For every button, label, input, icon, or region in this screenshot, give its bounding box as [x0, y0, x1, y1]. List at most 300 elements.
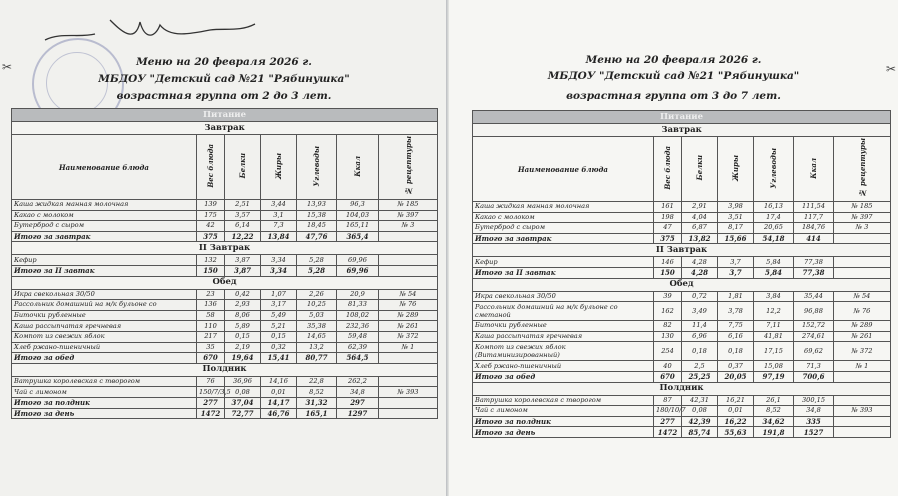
dish-row — [473, 406, 891, 417]
section-title: Обед — [473, 278, 891, 291]
section-title: Питание — [12, 109, 438, 122]
value-cell: 5,28 — [297, 255, 337, 266]
value-cell: 37,04 — [225, 397, 261, 408]
value-cell: 15,38 — [297, 210, 337, 221]
value-cell: 670 — [197, 353, 225, 364]
column-label: Жиры — [731, 154, 740, 182]
value-cell: 7,75 — [718, 321, 754, 332]
value-cell: 108,02 — [337, 310, 379, 321]
section-title: II Завтрак — [473, 244, 891, 257]
column-header-row — [12, 135, 438, 200]
value-cell: 13,93 — [297, 200, 337, 211]
value-cell: 3,7 — [718, 267, 754, 278]
dish-name: Каша рассыпчатая гречневая — [473, 331, 654, 342]
kindergarten-name: МБДОУ "Детский сад №21 "Рябинушка" — [98, 73, 350, 85]
value-cell: 81,33 — [337, 300, 379, 311]
value-cell: 16,13 — [754, 202, 794, 213]
kindergarten-name: МБДОУ "Детский сад №21 "Рябинушка" — [547, 70, 800, 82]
value-cell: 0,08 — [682, 406, 718, 417]
value-cell: 146 — [654, 257, 682, 268]
value-cell: 8,52 — [297, 387, 337, 398]
value-cell — [379, 265, 438, 276]
value-cell: 34,8 — [337, 387, 379, 398]
value-cell: 20,65 — [754, 223, 794, 234]
dish-name: Биточки рубленные — [12, 310, 197, 321]
value-cell: 14,17 — [261, 397, 297, 408]
value-cell: № 1 — [834, 361, 891, 372]
dish-name: Итого за обед — [12, 353, 197, 364]
value-cell: 6,14 — [225, 221, 261, 232]
value-cell: 700,6 — [794, 371, 834, 382]
value-cell: 0,18 — [682, 342, 718, 361]
value-cell: 41,81 — [754, 331, 794, 342]
value-cell: № 289 — [834, 321, 891, 332]
value-cell: 150/7/3,5 — [197, 387, 225, 398]
right-menu-page — [449, 0, 898, 496]
dish-name: Рассольник домашний на м/к бульоне со — [12, 300, 197, 311]
value-cell: № 76 — [834, 302, 891, 321]
dish-name: Каша жидкая манная молочная — [12, 200, 197, 211]
value-cell: 152,72 — [794, 321, 834, 332]
menu-table — [11, 108, 438, 419]
dish-name: Рассольник домашний на м/к бульоне со сметаной — [473, 302, 654, 321]
value-cell: 5,21 — [261, 321, 297, 332]
column-label: Углеводы — [769, 147, 778, 189]
value-cell: 58 — [197, 310, 225, 321]
dish-name: Каша жидкая манная молочная — [473, 202, 654, 213]
value-cell: № 185 — [834, 202, 891, 213]
value-cell: 161 — [654, 202, 682, 213]
column-header — [197, 135, 225, 200]
value-cell: 23 — [197, 289, 225, 300]
value-cell: 31,32 — [297, 397, 337, 408]
value-cell: 3,34 — [261, 255, 297, 266]
value-cell: 72,77 — [225, 408, 261, 419]
section-title: Завтрак — [473, 124, 891, 137]
column-label: № рецептуры — [857, 138, 867, 198]
value-cell: 35,44 — [794, 291, 834, 302]
value-cell: 77,38 — [794, 257, 834, 268]
value-cell: 175 — [197, 210, 225, 221]
value-cell: 1297 — [337, 408, 379, 419]
column-label: Наименование блюда — [518, 164, 608, 174]
value-cell: 136 — [197, 300, 225, 311]
value-cell: 414 — [794, 233, 834, 244]
value-cell — [379, 376, 438, 387]
value-cell: № 261 — [379, 321, 438, 332]
dish-name: Чай с лимоном — [473, 406, 654, 417]
value-cell: 42 — [197, 221, 225, 232]
value-cell: 15,66 — [718, 233, 754, 244]
column-header-row — [473, 137, 891, 202]
value-cell — [834, 267, 891, 278]
value-cell: 0,72 — [682, 291, 718, 302]
value-cell: 0,08 — [225, 387, 261, 398]
dish-row — [12, 221, 438, 232]
value-cell: 40 — [654, 361, 682, 372]
value-cell: 16,22 — [718, 416, 754, 427]
value-cell — [834, 395, 891, 406]
value-cell: № 393 — [379, 387, 438, 398]
scissors-icon: ✂ — [2, 60, 13, 74]
total-row — [12, 397, 438, 408]
dish-name: Бутерброд с сыром — [12, 221, 197, 232]
value-cell: 0,37 — [718, 361, 754, 372]
section-header — [12, 363, 438, 376]
value-cell: 17,15 — [754, 342, 794, 361]
value-cell: № 393 — [834, 406, 891, 417]
dish-name: Какао с молоком — [473, 212, 654, 223]
column-header — [261, 135, 297, 200]
value-cell: № 185 — [379, 200, 438, 211]
scissors-icon: ✂ — [886, 62, 897, 76]
section-header — [473, 278, 891, 291]
column-header — [834, 137, 891, 202]
value-cell: 5,84 — [754, 267, 794, 278]
dish-row — [473, 212, 891, 223]
value-cell: 82 — [654, 321, 682, 332]
value-cell: 165,1 — [297, 408, 337, 419]
section-header — [12, 276, 438, 289]
value-cell: № 1 — [379, 342, 438, 353]
section-header — [12, 109, 438, 122]
value-cell: 55,63 — [718, 427, 754, 438]
dish-name: Итого за II завтак — [473, 267, 654, 278]
value-cell: 8,06 — [225, 310, 261, 321]
section-title: II Завтрак — [12, 242, 438, 255]
column-header — [379, 135, 438, 200]
value-cell: 0,01 — [718, 406, 754, 417]
value-cell: 15,41 — [261, 353, 297, 364]
menu-table — [472, 110, 891, 438]
column-label: Вес блюда — [663, 146, 672, 190]
value-cell: 217 — [197, 331, 225, 342]
value-cell: № 289 — [379, 310, 438, 321]
value-cell: 277 — [197, 397, 225, 408]
dish-row — [12, 387, 438, 398]
value-cell: 5,84 — [754, 257, 794, 268]
value-cell: 3,98 — [718, 202, 754, 213]
value-cell: 20,05 — [718, 371, 754, 382]
dish-row — [473, 331, 891, 342]
total-row — [473, 371, 891, 382]
value-cell: 47 — [654, 223, 682, 234]
value-cell: 97,19 — [754, 371, 794, 382]
value-cell: 20,9 — [337, 289, 379, 300]
dish-row — [473, 302, 891, 321]
value-cell — [379, 408, 438, 419]
section-header — [473, 244, 891, 257]
column-header — [654, 137, 682, 202]
value-cell: 2,26 — [297, 289, 337, 300]
value-cell: 564,5 — [337, 353, 379, 364]
value-cell: 69,62 — [794, 342, 834, 361]
section-title: Питание — [473, 111, 891, 124]
column-header — [682, 137, 718, 202]
value-cell: 191,8 — [754, 427, 794, 438]
value-cell: 8,52 — [754, 406, 794, 417]
menu-date-title: Меню на 20 февраля 2026 г. — [585, 54, 762, 66]
total-row — [12, 265, 438, 276]
value-cell: № 54 — [379, 289, 438, 300]
value-cell: 110 — [197, 321, 225, 332]
value-cell: 3,44 — [261, 200, 297, 211]
dish-name: Икра свекольная 30/50 — [473, 291, 654, 302]
value-cell: 180/10/7 — [654, 406, 682, 417]
value-cell: 0,15 — [225, 331, 261, 342]
dish-name: Итого за полдник — [473, 416, 654, 427]
dish-row — [473, 291, 891, 302]
value-cell: 6,87 — [682, 223, 718, 234]
section-header — [473, 124, 891, 137]
value-cell: 25,25 — [682, 371, 718, 382]
value-cell: 7,11 — [754, 321, 794, 332]
value-cell: 77,38 — [794, 267, 834, 278]
value-cell: № 3 — [834, 223, 891, 234]
value-cell: 375 — [197, 231, 225, 242]
dish-name: Какао с молоком — [12, 210, 197, 221]
value-cell: № 397 — [379, 210, 438, 221]
value-cell — [379, 353, 438, 364]
value-cell: 130 — [654, 331, 682, 342]
value-cell: 3,87 — [225, 265, 261, 276]
value-cell: 11,4 — [682, 321, 718, 332]
value-cell: 254 — [654, 342, 682, 361]
value-cell: 12,2 — [754, 302, 794, 321]
value-cell: 2,5 — [682, 361, 718, 372]
menu-date-title: Меню на 20 февраля 2026 г. — [136, 56, 312, 68]
value-cell: 1,81 — [718, 291, 754, 302]
column-label: Ккал — [809, 157, 818, 179]
value-cell: 35 — [197, 342, 225, 353]
value-cell: 132 — [197, 255, 225, 266]
value-cell: 12,22 — [225, 231, 261, 242]
dish-name: Хлеб ржано-пшеничный — [473, 361, 654, 372]
value-cell: 162 — [654, 302, 682, 321]
age-group: возрастная группа от 2 до 3 лет. — [116, 90, 332, 102]
value-cell: 198 — [654, 212, 682, 223]
value-cell: 34,62 — [754, 416, 794, 427]
section-title: Обед — [12, 276, 438, 289]
value-cell: 14,16 — [261, 376, 297, 387]
value-cell: 262,2 — [337, 376, 379, 387]
value-cell: 0,01 — [261, 387, 297, 398]
value-cell: 39 — [654, 291, 682, 302]
column-label: Ккал — [353, 155, 362, 177]
dish-row — [473, 361, 891, 372]
value-cell: 2,91 — [682, 202, 718, 213]
dish-row — [12, 300, 438, 311]
dish-name: Чай с лимоном — [12, 387, 197, 398]
value-cell: 15,08 — [754, 361, 794, 372]
value-cell: 87 — [654, 395, 682, 406]
dish-name: Каша рассыпчатая гречневая — [12, 321, 197, 332]
dish-name: Итого за день — [12, 408, 197, 419]
section-title: Завтрак — [12, 122, 438, 135]
dish-name: Бутерброд с сыром — [473, 223, 654, 234]
dish-name: Биточки рубленные — [473, 321, 654, 332]
total-row — [12, 231, 438, 242]
value-cell: 3,84 — [754, 291, 794, 302]
value-cell: 76 — [197, 376, 225, 387]
value-cell: 34,8 — [794, 406, 834, 417]
dish-row — [12, 376, 438, 387]
value-cell: 1472 — [654, 427, 682, 438]
value-cell: 1527 — [794, 427, 834, 438]
value-cell: 5,03 — [297, 310, 337, 321]
column-header — [754, 137, 794, 202]
value-cell: 277 — [654, 416, 682, 427]
column-header — [297, 135, 337, 200]
column-label: № рецептуры — [403, 136, 413, 196]
value-cell: 670 — [654, 371, 682, 382]
value-cell: 111,54 — [794, 202, 834, 213]
value-cell: № 3 — [379, 221, 438, 232]
value-cell: 3,87 — [225, 255, 261, 266]
total-row — [473, 416, 891, 427]
value-cell: 96,88 — [794, 302, 834, 321]
value-cell: 18,45 — [297, 221, 337, 232]
value-cell: 13,84 — [261, 231, 297, 242]
value-cell: № 261 — [834, 331, 891, 342]
value-cell: 17,4 — [754, 212, 794, 223]
value-cell: 35,38 — [297, 321, 337, 332]
value-cell: 6,16 — [718, 331, 754, 342]
dish-name: Ватрушка королевская с творогом — [12, 376, 197, 387]
dish-row — [12, 310, 438, 321]
value-cell: 85,74 — [682, 427, 718, 438]
total-row — [12, 408, 438, 419]
value-cell: № 372 — [379, 331, 438, 342]
value-cell: 365,4 — [337, 231, 379, 242]
value-cell: 117,7 — [794, 212, 834, 223]
value-cell: 13,2 — [297, 342, 337, 353]
value-cell — [834, 233, 891, 244]
value-cell: 8,17 — [718, 223, 754, 234]
value-cell: 297 — [337, 397, 379, 408]
value-cell: 71,3 — [794, 361, 834, 372]
value-cell: 0,15 — [261, 331, 297, 342]
dish-name: Кефир — [12, 255, 197, 266]
value-cell: 6,96 — [682, 331, 718, 342]
dish-row — [473, 395, 891, 406]
value-cell: № 372 — [834, 342, 891, 361]
value-cell: 59,48 — [337, 331, 379, 342]
value-cell: 184,76 — [794, 223, 834, 234]
value-cell: 150 — [197, 265, 225, 276]
value-cell — [834, 371, 891, 382]
value-cell: 42,31 — [682, 395, 718, 406]
dish-name: Итого за завтрак — [473, 233, 654, 244]
value-cell: 16,21 — [718, 395, 754, 406]
value-cell: 104,03 — [337, 210, 379, 221]
value-cell: 1472 — [197, 408, 225, 419]
section-header — [473, 111, 891, 124]
dish-name: Ватрушка королевская с творогом — [473, 395, 654, 406]
value-cell: 2,93 — [225, 300, 261, 311]
value-cell: 232,36 — [337, 321, 379, 332]
value-cell: 14,65 — [297, 331, 337, 342]
section-header — [473, 382, 891, 395]
dish-name: Компот из свежих яблок — [12, 331, 197, 342]
value-cell: 3,49 — [682, 302, 718, 321]
value-cell: 150 — [654, 267, 682, 278]
value-cell: 0,42 — [225, 289, 261, 300]
dish-row — [473, 202, 891, 213]
value-cell: 139 — [197, 200, 225, 211]
value-cell: 5,89 — [225, 321, 261, 332]
dish-row — [12, 342, 438, 353]
value-cell: 3,7 — [718, 257, 754, 268]
dish-row — [12, 255, 438, 266]
dish-name: Икра свекольная 30/50 — [12, 289, 197, 300]
value-cell: 10,25 — [297, 300, 337, 311]
value-cell — [834, 416, 891, 427]
dish-row — [473, 321, 891, 332]
dish-name: Итого за полдник — [12, 397, 197, 408]
value-cell: № 397 — [834, 212, 891, 223]
dish-name: Компот из свежих яблок (Витаминизированный) — [473, 342, 654, 361]
value-cell: 3,1 — [261, 210, 297, 221]
value-cell: 26,1 — [754, 395, 794, 406]
dish-row — [12, 289, 438, 300]
column-header — [225, 135, 261, 200]
value-cell: 47,76 — [297, 231, 337, 242]
total-row — [473, 427, 891, 438]
section-header — [12, 122, 438, 135]
column-header — [473, 137, 654, 202]
value-cell: 0,32 — [261, 342, 297, 353]
dish-name: Итого за обед — [473, 371, 654, 382]
value-cell: 5,28 — [297, 265, 337, 276]
value-cell: 3,17 — [261, 300, 297, 311]
dish-name: Итого за день — [473, 427, 654, 438]
value-cell: 54,18 — [754, 233, 794, 244]
value-cell: 62,39 — [337, 342, 379, 353]
column-header — [718, 137, 754, 202]
section-header — [12, 242, 438, 255]
section-title: Полдник — [473, 382, 891, 395]
value-cell — [834, 427, 891, 438]
column-label: Наименование блюда — [59, 162, 149, 172]
dish-row — [12, 200, 438, 211]
dish-name: Итого за завтрак — [12, 231, 197, 242]
value-cell: 0,18 — [718, 342, 754, 361]
value-cell: 1,07 — [261, 289, 297, 300]
dish-row — [12, 331, 438, 342]
section-title: Полдник — [12, 363, 438, 376]
value-cell: 19,64 — [225, 353, 261, 364]
value-cell: 4,28 — [682, 267, 718, 278]
value-cell: 300,15 — [794, 395, 834, 406]
value-cell: 335 — [794, 416, 834, 427]
value-cell: 69,96 — [337, 265, 379, 276]
value-cell: 36,96 — [225, 376, 261, 387]
value-cell: 13,82 — [682, 233, 718, 244]
value-cell: 375 — [654, 233, 682, 244]
value-cell: 165,11 — [337, 221, 379, 232]
value-cell: 4,04 — [682, 212, 718, 223]
value-cell: 22,8 — [297, 376, 337, 387]
dish-row — [473, 342, 891, 361]
column-label: Углеводы — [312, 145, 321, 187]
value-cell: 3,34 — [261, 265, 297, 276]
total-row — [473, 233, 891, 244]
dish-row — [473, 223, 891, 234]
dish-name: Хлеб ржано-пшеничный — [12, 342, 197, 353]
value-cell — [379, 231, 438, 242]
value-cell: 3,57 — [225, 210, 261, 221]
